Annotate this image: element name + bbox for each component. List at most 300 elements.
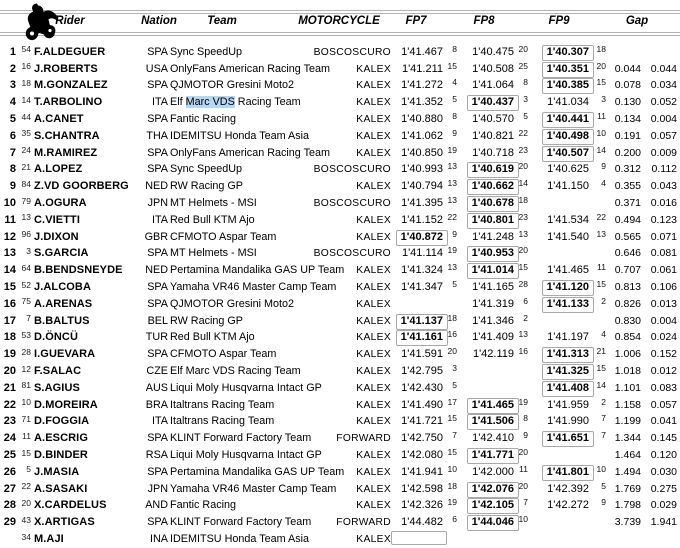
rider-name: F.SALAC	[34, 365, 82, 378]
fp8-laps: 5	[523, 111, 528, 122]
rider-number: 21	[21, 161, 31, 172]
fp9-laps: 18	[596, 43, 606, 54]
fp8-time	[459, 499, 514, 512]
team-cell	[170, 533, 391, 546]
team-name: Fantic Racing	[170, 499, 237, 512]
fp8-time: 1'41.319	[472, 297, 514, 310]
fp8-laps: 7	[523, 497, 528, 508]
fp9-time: 1'40.625	[547, 163, 589, 176]
gap-prev: 0.120	[650, 449, 677, 462]
team-name: KLINT Forward Factory Team	[170, 516, 312, 529]
fp7-laps: 8	[452, 43, 457, 54]
nation: SPA	[147, 297, 168, 310]
fp7-time: 1'40.880	[401, 113, 443, 126]
fp9-laps: 11	[597, 111, 606, 122]
gap-total: 0.826	[614, 297, 641, 310]
team-name: Red Bull KTM Ajo	[170, 331, 255, 344]
team-cell	[170, 214, 391, 227]
team-name: IDEMITSU Honda Team Asia	[170, 533, 310, 545]
fp7-laps: 10	[447, 463, 457, 474]
nation: NED	[145, 180, 168, 193]
gap-prev: 0.029	[650, 499, 677, 512]
fp8-time	[459, 483, 514, 496]
bike-brand: FORWARD	[336, 433, 391, 445]
gap-total: 0.044	[614, 62, 641, 75]
nation: BEL	[147, 314, 168, 327]
best-time-box: 1'41.120	[542, 280, 594, 296]
fp7-time: 1'41.352	[401, 96, 443, 109]
fp8-laps: 14	[518, 178, 528, 189]
nation: GBR	[144, 230, 168, 243]
team-name: QJMOTOR Gresini Moto2	[170, 79, 294, 92]
best-time-box: 1'40.498	[542, 129, 594, 145]
bike-brand: BOSCOSCURO	[313, 198, 391, 210]
gap-total: 0.200	[614, 146, 641, 159]
rider-number: 5	[26, 464, 31, 475]
fp8-laps: 15	[518, 262, 528, 273]
fp8-laps: 2	[523, 312, 528, 323]
fp7-laps: 13	[447, 262, 457, 273]
fp7-laps: 13	[447, 195, 457, 206]
rider-name: A.ESCRIG	[34, 432, 88, 445]
fp7-laps: 13	[447, 178, 457, 189]
gap-total: 1.158	[614, 398, 641, 411]
bike-brand: FORWARD	[336, 517, 391, 529]
fp8-laps: 23	[518, 144, 528, 155]
rider-name: D.BINDER	[34, 449, 88, 462]
team-cell	[170, 130, 391, 143]
table-row	[0, 229, 680, 246]
row-position: 18	[3, 331, 16, 344]
fp7-laps: 15	[447, 60, 457, 71]
fp9-time	[530, 432, 592, 445]
gap-total: 0.355	[614, 180, 641, 193]
fp9-time: 1'41.534	[547, 213, 589, 226]
fp9-time	[530, 365, 592, 378]
team-name: Pertamina Mandalika GAS UP Team	[170, 465, 345, 478]
bike-brand: BOSCOSCURO	[313, 248, 391, 260]
nation: SPA	[147, 516, 168, 529]
nation: JPN	[147, 197, 168, 210]
fp8-laps: 23	[518, 211, 528, 222]
best-time-box: 1'41.408	[542, 381, 594, 397]
nation: TUR	[145, 331, 168, 344]
team-cell	[170, 483, 391, 496]
fp8-laps: 16	[518, 346, 528, 357]
table-row	[0, 363, 680, 380]
fp9-laps: 9	[601, 497, 606, 508]
row-position: 9	[9, 180, 16, 193]
fp8-laps: 9	[523, 430, 528, 441]
fp8-time: 1'42.410	[472, 432, 514, 445]
gap-prev: 0.041	[650, 415, 677, 428]
team-text-part: Elf	[170, 96, 186, 109]
team-name: Liqui Moly Husqvarna Intact GP	[170, 381, 322, 394]
fp9-laps: 7	[601, 430, 606, 441]
nation: ITA	[152, 415, 168, 428]
table-row	[0, 212, 680, 229]
fp9-time: 1'41.465	[547, 264, 589, 277]
fp8-laps: 8	[523, 77, 528, 88]
table-row	[0, 481, 680, 498]
rider-number: 24	[21, 145, 31, 156]
fp7-laps: 16	[447, 329, 457, 340]
bike-brand: KALEX	[356, 214, 391, 226]
team-cell	[170, 365, 391, 378]
table-row	[0, 464, 680, 481]
rider-name: C.VIETTI	[34, 213, 81, 226]
fp9-time	[530, 382, 592, 395]
bike-brand: KALEX	[356, 500, 391, 512]
nation: NED	[145, 264, 168, 277]
column-header-motorcycle: MOTORCYCLE	[298, 15, 380, 27]
team-text-part: Racing Team	[234, 96, 301, 109]
rider-number: 43	[21, 514, 31, 525]
best-time-box: 1'40.437	[467, 95, 519, 111]
row-position: 12	[3, 230, 16, 243]
fp7-time: 1'42.326	[401, 499, 443, 512]
gap-prev: 0.083	[650, 381, 677, 394]
team-name: Sync SpeedUp	[170, 45, 243, 58]
fp8-laps: 20	[518, 43, 528, 54]
fp7-laps: 9	[452, 228, 457, 239]
best-time-box: 1'41.801	[542, 465, 594, 481]
fp8-time: 1'41.346	[472, 314, 514, 327]
row-position: 25	[3, 449, 16, 462]
row-position: 20	[3, 365, 16, 378]
rider-name: J.DIXON	[34, 230, 79, 243]
table-row	[0, 246, 680, 263]
team-cell	[170, 415, 391, 428]
rider-number: 52	[21, 279, 31, 290]
fp7-time: 1'41.941	[401, 465, 443, 478]
rider-name: D.MOREIRA	[34, 398, 98, 411]
divider	[0, 32, 680, 33]
fp7-laps: 19	[447, 497, 457, 508]
gap-prev: 0.057	[650, 398, 677, 411]
fp8-time: 1'40.475	[472, 45, 514, 58]
gap-prev: 0.112	[651, 163, 677, 176]
gap-total: 1.464	[614, 449, 641, 462]
gap-prev: 0.057	[650, 129, 677, 142]
row-position: 14	[3, 264, 16, 277]
fp8-time	[459, 415, 514, 428]
row-position: 26	[3, 465, 16, 478]
team-cell	[170, 399, 391, 412]
gap-total: 3.739	[614, 516, 641, 529]
table-row	[0, 498, 680, 515]
fp8-laps: 13	[518, 228, 528, 239]
column-header-nation: Nation	[141, 15, 177, 27]
fp7-time: 1'40.850	[401, 146, 443, 159]
gap-prev: 1.941	[650, 516, 677, 529]
row-position: 21	[3, 381, 16, 394]
gap-total: 0.494	[614, 213, 641, 226]
fp8-time: 1'42.000	[472, 465, 514, 478]
rider-number: 3	[26, 245, 31, 256]
rider-name: B.BENDSNEYDE	[34, 264, 123, 277]
table-row	[0, 414, 680, 431]
gap-total: 0.830	[614, 314, 641, 327]
best-time-box: 1'40.307	[542, 45, 594, 61]
fp8-time	[459, 180, 514, 193]
fp8-time: 1'41.064	[472, 79, 514, 92]
fp7-laps: 19	[447, 245, 457, 256]
rider-number: 12	[21, 363, 31, 374]
fp7-laps: 13	[447, 161, 457, 172]
team-cell	[170, 180, 391, 193]
fp7-time: 1'41.591	[401, 348, 443, 361]
table-row	[0, 330, 680, 347]
team-name: Italtrans Racing Team	[170, 415, 275, 428]
column-header-gap: Gap	[625, 15, 649, 27]
results-rows	[0, 44, 680, 548]
team-cell	[170, 499, 391, 512]
row-position: 19	[3, 348, 16, 361]
rider-number: 79	[21, 195, 31, 206]
table-row	[0, 94, 680, 111]
bike-brand: BOSCOSCURO	[313, 46, 391, 58]
fp8-time: 1'40.821	[472, 129, 514, 142]
best-time-box: 1'44.046	[467, 515, 519, 531]
fp9-time	[530, 130, 592, 143]
fp9-time: 1'42.392	[547, 482, 589, 495]
row-position: 1	[9, 45, 16, 58]
motorcycle-racer-icon	[20, 1, 58, 41]
table-row	[0, 145, 680, 162]
nation: SPA	[147, 113, 168, 126]
column-header-fp9: FP9	[548, 15, 570, 27]
fp7-time: 1'42.795	[401, 365, 443, 378]
best-time-box: 1'41.651	[542, 431, 594, 447]
gap-prev: 0.012	[650, 365, 677, 378]
rider-number: 96	[21, 229, 31, 240]
fp7-time: 1'41.211	[401, 62, 443, 75]
rider-number: 22	[21, 481, 31, 492]
fp8-laps: 25	[518, 60, 528, 71]
gap-prev: 0.061	[650, 264, 677, 277]
fp9-time: 1'41.959	[547, 398, 589, 411]
row-position: 5	[9, 113, 16, 126]
rider-name: M.RAMIREZ	[34, 146, 98, 159]
fp8-time: 1'42.119	[472, 348, 514, 361]
team-name	[170, 96, 301, 109]
fp9-laps: 15	[596, 77, 606, 88]
rider-name: M.AJI	[34, 533, 64, 545]
gap-prev: 0.123	[650, 213, 677, 226]
team-name: RW Racing GP	[170, 314, 244, 327]
team-cell	[170, 466, 391, 479]
rider-number: 71	[21, 413, 31, 424]
rider-name: T.ARBOLINO	[34, 96, 103, 109]
row-position: 13	[3, 247, 16, 260]
rider-number: 10	[21, 397, 31, 408]
rider-number: 64	[21, 262, 31, 273]
bike-brand: KALEX	[356, 130, 391, 142]
bike-brand: KALEX	[356, 147, 391, 159]
rider-name: X.ARTIGAS	[34, 516, 95, 529]
best-time-box: 1'41.465	[467, 398, 519, 414]
fp7-laps: 18	[447, 480, 457, 491]
bike-brand: KALEX	[356, 114, 391, 126]
team-cell	[170, 79, 391, 92]
gap-prev: 0.004	[650, 113, 677, 126]
divider	[0, 13, 680, 14]
row-position: 4	[9, 96, 16, 109]
fp9-time	[530, 46, 592, 59]
best-time-box: 1'41.313	[542, 347, 594, 363]
nation: ITA	[152, 96, 168, 109]
table-row	[0, 397, 680, 414]
fp7-laps: 7	[452, 430, 457, 441]
team-cell	[170, 348, 391, 361]
table-row	[0, 128, 680, 145]
fp7-time: 1'41.395	[401, 197, 443, 210]
team-name: IDEMITSU Honda Team Asia	[170, 129, 310, 142]
table-row	[0, 313, 680, 330]
team-cell	[170, 46, 391, 59]
best-time-box: 1'40.507	[542, 146, 594, 162]
fp9-laps: 14	[596, 379, 606, 390]
team-name: RW Racing GP	[170, 180, 244, 193]
team-name: KLINT Forward Factory Team	[170, 432, 312, 445]
fp8-time	[459, 96, 514, 109]
fp7-time	[391, 533, 443, 547]
best-time-box: 1'41.325	[542, 364, 594, 380]
fp8-time: 1'41.248	[472, 230, 514, 243]
best-time-box: 1'42.076	[467, 482, 519, 498]
rider-number: 53	[21, 329, 31, 340]
rider-name: J.ROBERTS	[34, 62, 98, 75]
fp9-time: 1'41.990	[547, 415, 589, 428]
fp9-laps: 22	[596, 211, 606, 222]
nation: ITA	[152, 213, 168, 226]
team-cell	[170, 331, 391, 344]
rider-name: S.AGIUS	[34, 381, 80, 394]
fp7-laps: 5	[452, 279, 457, 290]
gap-prev: 0.016	[650, 197, 677, 210]
table-row	[0, 430, 680, 447]
fp8-laps: 13	[518, 329, 528, 340]
rider-name: I.GUEVARA	[34, 348, 96, 361]
fp8-time	[459, 247, 514, 260]
fp8-laps: 11	[519, 463, 528, 474]
gap-total: 0.565	[614, 230, 641, 243]
gap-prev: 0.030	[650, 465, 677, 478]
bike-brand: KALEX	[356, 298, 391, 310]
fp9-time: 1'41.034	[547, 96, 589, 109]
gap-total: 1.344	[614, 432, 641, 445]
team-name: QJMOTOR Gresini Moto2	[170, 297, 294, 310]
rider-name: D.FOGGIA	[34, 415, 90, 428]
bike-brand: KALEX	[356, 349, 391, 361]
gap-total: 0.312	[614, 163, 641, 176]
rider-name: A.ARENAS	[34, 297, 93, 310]
row-position: 16	[3, 297, 16, 310]
rider-name: Z.VD GOORBERG	[34, 180, 129, 193]
gap-prev: 0.106	[650, 281, 677, 294]
bike-brand: KALEX	[356, 97, 391, 109]
fp7-laps: 17	[447, 396, 457, 407]
team-name: Red Bull KTM Ajo	[170, 213, 255, 226]
team-cell	[170, 197, 391, 210]
fp9-laps: 21	[596, 346, 606, 357]
gap-prev: 0.013	[650, 297, 677, 310]
fp7-laps: 6	[452, 514, 457, 525]
divider	[0, 35, 680, 36]
best-time-box: 1'40.678	[467, 196, 519, 212]
fp7-time: 1'42.080	[401, 449, 443, 462]
fp9-laps: 15	[596, 363, 606, 374]
team-name: MT Helmets - MSI	[170, 197, 257, 210]
team-name: OnlyFans American Racing Team	[170, 146, 331, 159]
gap-total: 0.646	[614, 247, 641, 260]
bike-brand: KALEX	[356, 450, 391, 462]
fp8-laps: 22	[518, 127, 528, 138]
fp9-time: 1'41.197	[547, 331, 589, 344]
fp8-laps: 19	[518, 396, 528, 407]
fp8-laps: 6	[523, 295, 528, 306]
fp8-time: 1'40.508	[472, 62, 514, 75]
row-position: 28	[3, 499, 16, 512]
best-time-box: 1'40.801	[467, 213, 519, 229]
rider-number: 84	[21, 178, 31, 189]
nation: SPA	[147, 146, 168, 159]
rider-number: 7	[26, 313, 31, 324]
fp9-laps: 11	[597, 262, 606, 273]
nation: SPA	[147, 45, 168, 58]
team-name: Elf Marc VDS Racing Team	[170, 365, 301, 378]
fp9-time: 1'41.150	[547, 180, 589, 193]
row-position: 10	[3, 197, 16, 210]
bike-brand: KALEX	[356, 63, 391, 75]
rider-name: X.CARDELUS	[34, 499, 107, 512]
fp7-time: 1'44.482	[401, 516, 443, 529]
row-position: 27	[3, 482, 16, 495]
fp9-laps: 4	[601, 178, 606, 189]
row-position: 11	[4, 213, 16, 226]
fp9-laps: 14	[596, 144, 606, 155]
gap-prev: 0.071	[650, 230, 677, 243]
team-cell	[170, 113, 391, 126]
row-position: 22	[3, 398, 16, 411]
divider	[0, 10, 680, 11]
rider-name: A.SASAKI	[34, 482, 88, 495]
table-row	[0, 346, 680, 363]
fp7-laps: 15	[447, 447, 457, 458]
fp7-time: 1'40.993	[401, 163, 443, 176]
table-row	[0, 531, 680, 548]
column-header-fp7: FP7	[405, 15, 427, 27]
fp7-time: 1'41.114	[401, 247, 443, 260]
row-position: 7	[9, 146, 16, 159]
row-position: 8	[9, 163, 16, 176]
fp7-laps: 15	[447, 413, 457, 424]
fp8-time	[459, 516, 514, 529]
rider-name: A.CANET	[34, 113, 84, 126]
team-cell	[170, 63, 391, 76]
row-position: 3	[9, 79, 16, 92]
fp9-time	[530, 79, 592, 92]
table-row	[0, 380, 680, 397]
fp7-laps: 9	[452, 127, 457, 138]
fp9-time	[530, 63, 592, 76]
rider-number: 18	[21, 77, 31, 88]
fp8-time	[459, 214, 514, 227]
team-cell	[170, 382, 391, 395]
gap-total: 1.018	[614, 365, 641, 378]
table-row	[0, 279, 680, 296]
